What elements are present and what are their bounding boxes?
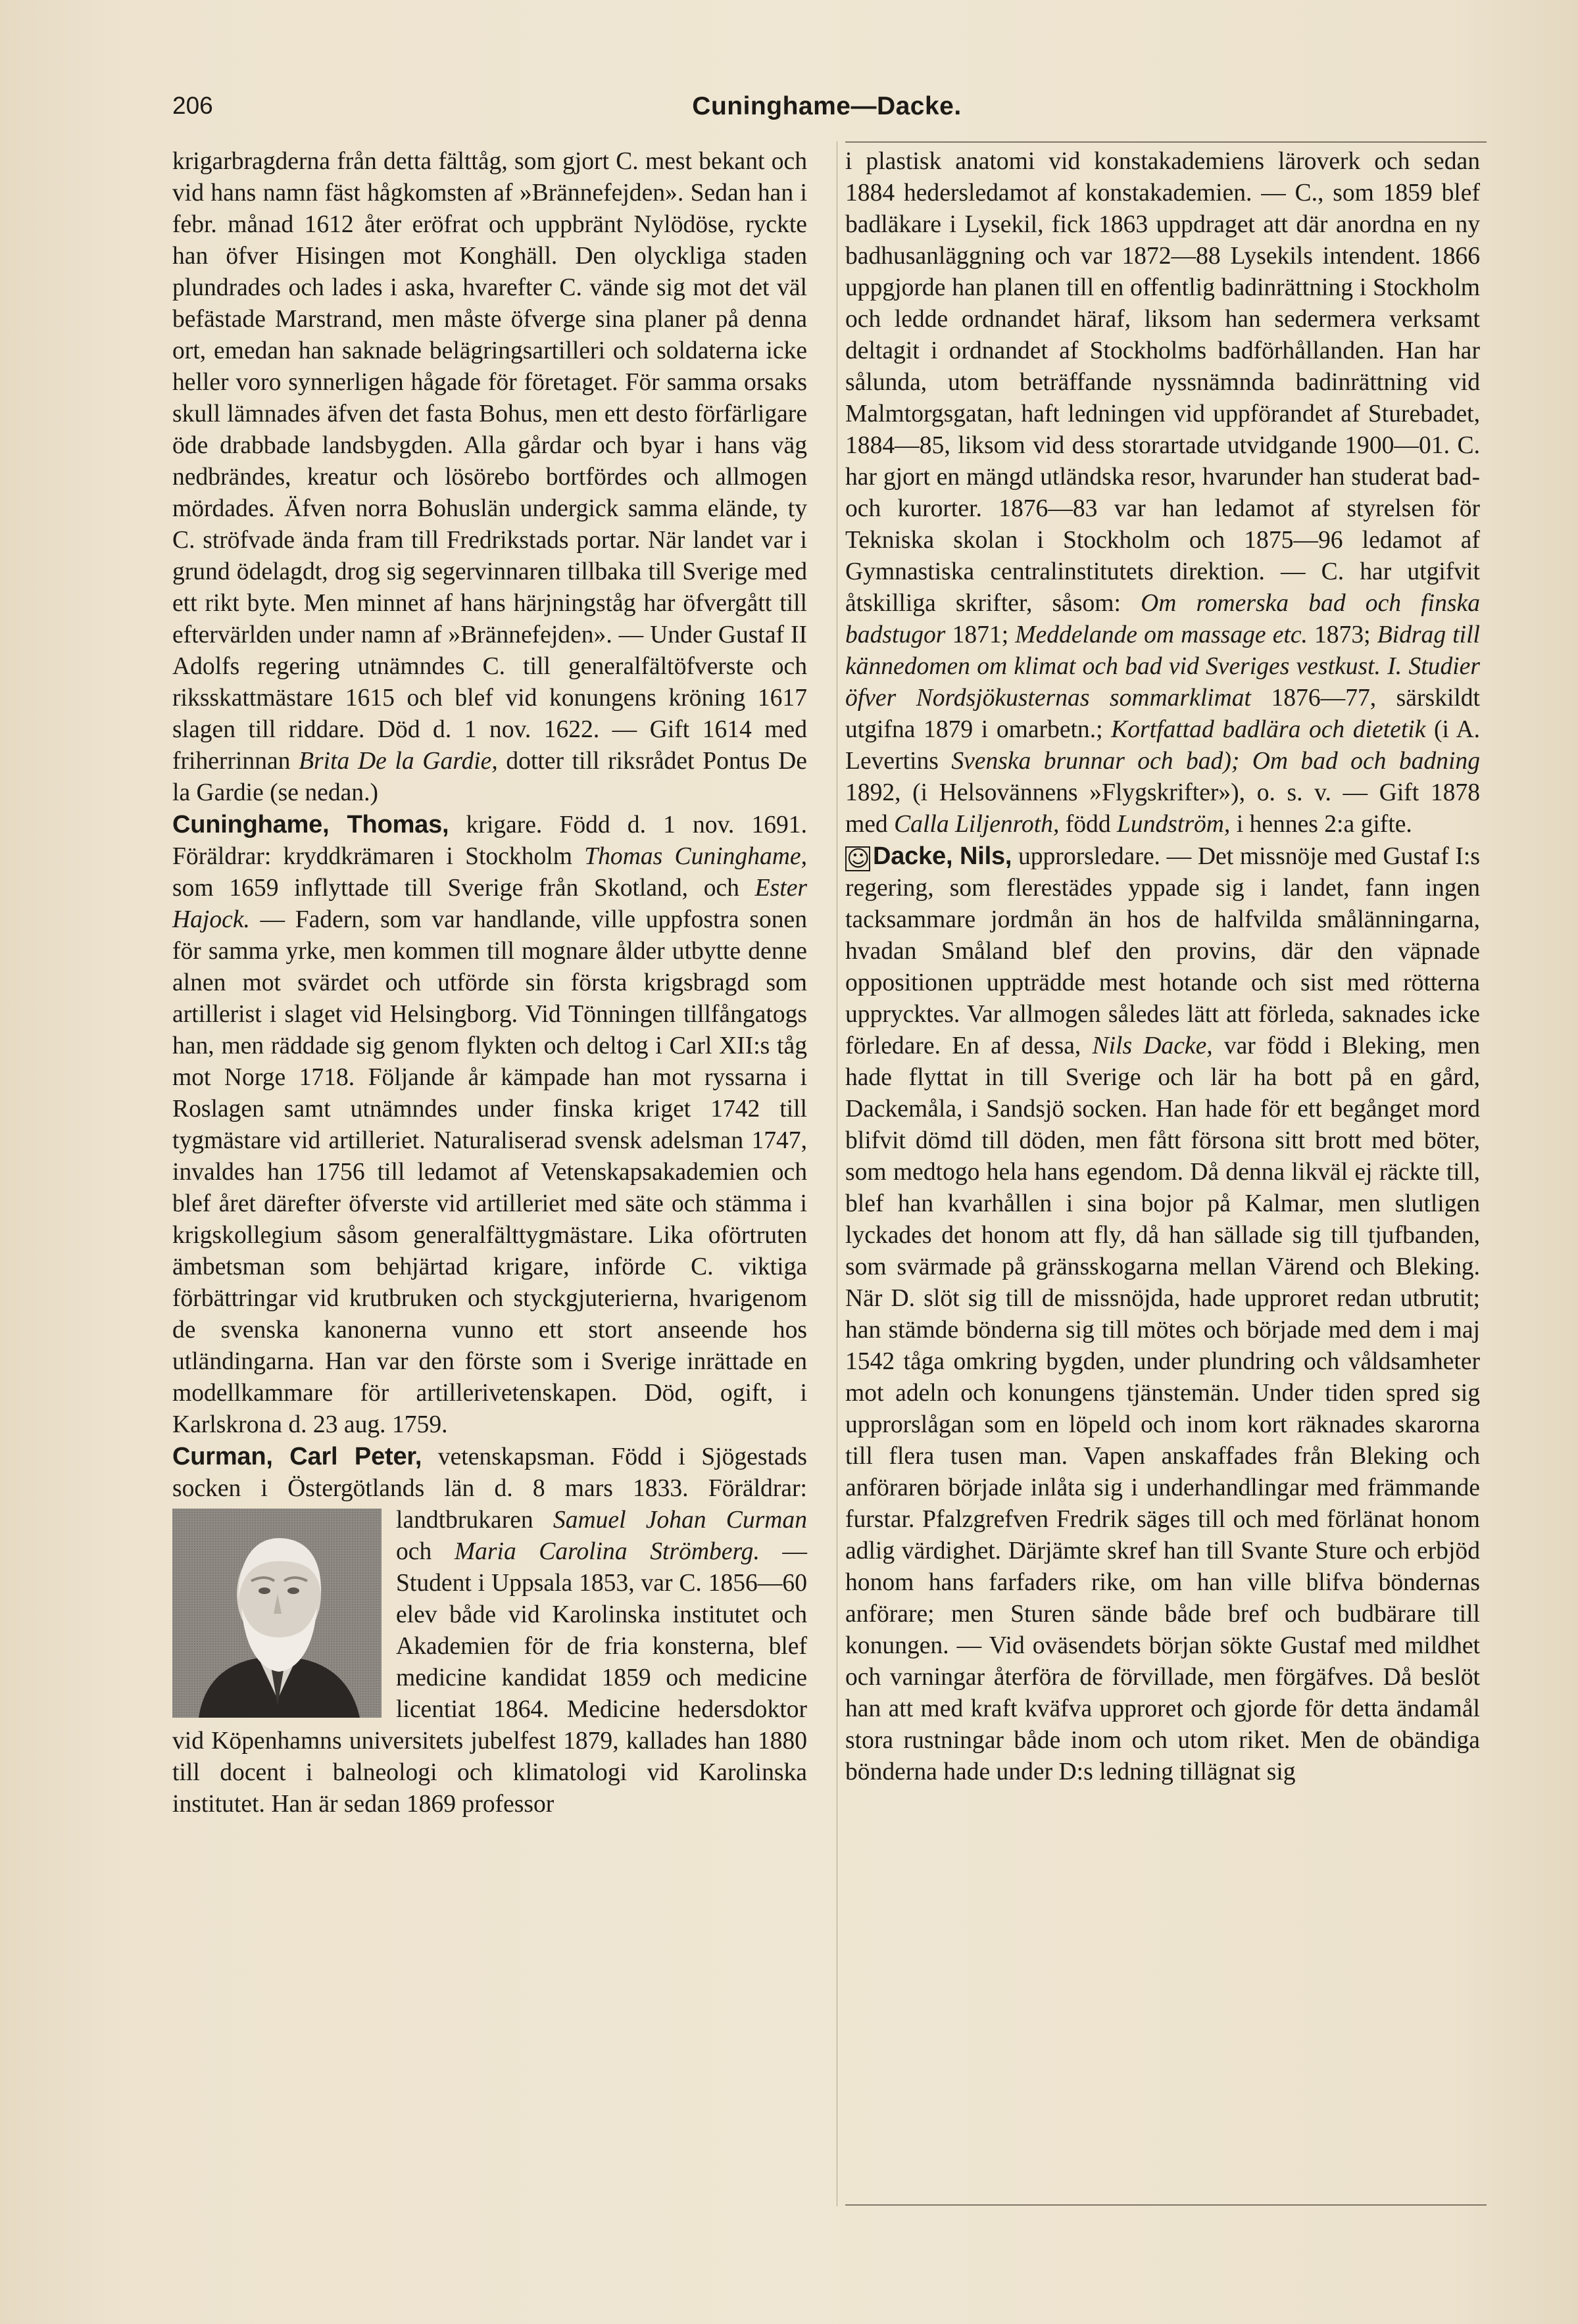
entry-headword: Dacke, Nils, [873, 842, 1012, 870]
top-rule [845, 141, 1487, 143]
work-title: Meddelande om massage etc. [1015, 621, 1308, 648]
spouse-name: Calla Liljenroth, [894, 811, 1060, 838]
entry-text: och [396, 1538, 455, 1565]
work-title: Kortfattad badlära och dietetik [1111, 716, 1426, 743]
curman-continuation [845, 146, 1480, 840]
work-title: Bidrag till kännedomen om klimat och bad vid Sveriges vestkust. I. Studier öfver Nordsjökusternas sommarklimat [845, 621, 1480, 712]
page-number: 206 [172, 92, 213, 119]
portrait-image [172, 1509, 382, 1718]
entry-text: upprorsledare. — Det missnöje med Gustaf I:s regering, som flerestädes yppade sig i landet, fann ingen tacksammare jordmån än hos de halfvilda smålänningarna, hvadan Småland blef den provins, där den väpnade oppositionen uppträdde mest hotande och sist med rötterna upprycktes. Var allmogen således lätt att förleda, saknades icke förledare. En af dessa, [845, 843, 1480, 1059]
work-title: Om romerska bad och finska badstugor [845, 590, 1480, 648]
brannefejden-paragraph [172, 146, 807, 809]
entry-text: var född i Bleking, men hade flyttat in till Sverige och lär ha bott på en gård, Dackemåla, i Sandsjö socken. Han hade för ett begånget mord blifvit dömd till döden, men fått försona sitt brott med böter, som medtogo hela hans egendom. Då denna likväl ej räckte till, blef han kvarhållen i sina bojor på Kalmar, men slutligen lyckades det honom att fly, då han sällade sig till tjufbanden, som svärmade på gränsskogarna mellan Värend och Bleking. När D. slöt sig till de missnöjda, hade upproret redan utbrutit; han stämde bönderna sig till mötes och började med dem i maj 1542 tåga omkring bygden, under plundring och våldsamheter mot adeln och konungens tjänstemän. Under tiden spred sig upprorslågan som en löpeld och inom kort räknades skarorna till flera tusen man. Vapen anskaffades från Bleking och anföraren började inlåta sig i underhandlingar med främmande furstar. Pfalzgrefven Fredrik säges till och med förlänat honom adlig värdighet. Därjämte skref han till Svante Sture och erbjöd honom hans farfaders rike, om han ville blifva böndernas anförare; men Sturen sände både bref och budbärare till konungen. — Vid oväsendets början sökte Gustaf med mildhet och varningar återföra de förvillade, men förgäfves. Då beslöt han att med kraft kväfva upproret och gjorde för detta ändamål stora rustningar både inom och utom riket. Men de obändiga bönderna hade under D:s ledning tillägnat sig [845, 1032, 1481, 1785]
paragraph-text: dotter till riksrådet Pontus De la Gardie (se nedan.) [172, 748, 807, 806]
entry-curman [172, 1441, 807, 1820]
entry-text: 1876—77, särskildt utgifna 1879 i omarbetn.; [845, 685, 1481, 743]
entry-headword: Curman, Carl Peter, [172, 1443, 422, 1470]
entry-text [1239, 748, 1252, 775]
page-header [172, 92, 1481, 132]
spouse-maiden-name: Lundström, [1117, 811, 1231, 838]
left-column [172, 146, 807, 1820]
entry-text: (i A. Levertins [845, 716, 1481, 775]
portrait-symbol-icon: ☺ [847, 846, 870, 872]
work-title: Om bad och badning [1252, 748, 1480, 775]
entry-text: född [1059, 811, 1118, 838]
paragraph-text: krigarbragderna från detta fälttåg, som gjort C. mest bekant och vid hans namn fäst hågkomsten af »Brännefejden». Sedan han i febr. månad 1612 åter eröfrat och uppbränt Nylödöse, ryckte han öfver Hisingen mot Konghäll. Den olyckliga staden plundrades och lades i aska, hvarefter C. vände sig mot det väl befästade Marstrand, men måste öfverge sina planer på denna ort, emedan han saknade belägringsartilleri och soldaterna icke heller voro synnerligen hågade för företaget. För samma orsaks skull lämnades äfven det fasta Bohus, men ett desto förfärligare öde drabbade landsbygden. Alla gårdar och byar i hans väg nedbrändes, kreatur och lösörebo bortfördes och allmogen mördades. Äfven norra Bohuslän undergick samma elände, ty C. ströfvade ända fram till Fredrikstads portar. När landet var i grund ödelagdt, drog sig segervinnaren tillbaka till Sverige med ett rikt byte. Men minnet af hans härjningståg har öfvergått till eftervärlden under namn af »Brännefejden». — Under Gustaf II Adolfs regering utnämndes C. till generalfältöfverste och riksskattmästare 1615 och blef vid konungens kröning 1617 slagen till riddare. Död d. 1 nov. 1622. — Gift 1614 med friherrinnan [172, 148, 807, 775]
right-column [845, 146, 1480, 1788]
entry-text: som 1659 inflyttade till Sverige från Skotland, och [172, 875, 755, 902]
entry-cuninghame-thomas [172, 809, 807, 1441]
entry-text: 1873; [1307, 621, 1377, 648]
entry-text: i hennes 2:a gifte. [1230, 811, 1412, 838]
mother-name: Ester Hajock. [172, 875, 807, 933]
entry-text: krigare. Född d. 1 nov. 1691. Föräldrar: kryddkrämaren i Stockholm [172, 811, 807, 870]
father-name: Thomas Cuninghame, [584, 843, 807, 870]
bottom-rule [845, 2204, 1487, 2206]
entry-dacke [845, 840, 1480, 1788]
mother-name: Maria Carolina Strömberg. [454, 1538, 760, 1565]
entry-text: 1871; [945, 621, 1016, 648]
entry-text: — Student i Uppsala 1853, var C. 1856—60 elev både vid Karolinska institutet och Akademien för de fria konsterna, blef medicine kandidat 1859 och medicine licentiat 1864. Medicine hedersdoktor vid Köpenhamns universitets jubelfest 1879, kallades han 1880 till docent i balneologi och klimatologi vid Karolinska institutet. Han är sedan 1869 professor [172, 1538, 807, 1818]
entry-text: i plastisk anatomi vid konstakademiens läroverk och sedan 1884 hedersledamot af konstakademien. — C., som 1859 blef badläkare i Lysekil, fick 1863 uppdraget att där anordna en ny badhusanläggning och var 1872—88 Lysekils intendent. 1866 uppgjorde han planen till en offentlig badinrättning i Stockholm och ledde ordnandet häraf, liksom han sedermera verksamt deltagit i ordnandet af Stockholms badförhållanden. Han har sålunda, utom beträffande nyssnämnda badinrättning vid Malmtorgsgatan, haft ledningen vid uppförandet af Sturebadet, 1884—85, liksom vid dess storartade utvidgande 1900—01. C. har gjort en mängd utländska resor, hvarunder han studerat bad- och kurorter. 1876—83 var han ledamot af styrelsen för Tekniska skolan i Stockholm och 1875—96 ledamot af Gymnastiska centralinstitutets direktion. — C. har utgifvit åtskilliga skrifter, såsom: [845, 148, 1480, 617]
work-title: Svenska brunnar och bad); [951, 748, 1240, 775]
entry-text: — Fadern, som var handlande, ville uppfostra sonen för samma yrke, men kommen till mognare ålder utbytte denne alnen mot svärdet och utförde sin första krigsbragd som artillerist i slaget vid Helsingborg. Vid Tönningen tillfångatogs han, men räddade sig genom flykten och deltog i Carl XII:s tåg mot Norge 1718. Följande år kämpade han mot ryssarna i Roslagen samt utnämndes under finska kriget 1742 till tygmästare vid artilleriet. Naturaliserad svensk adelsman 1747, invaldes han 1756 till ledamot af Vetenskapsakademien och blef året därefter öfverste vid artilleriet med säte och stämma i krigskollegium såsom generalfälttygmästare. Lika oförtruten ämbetsman som behjärtad krigare, införde C. viktiga förbättringar vid krutbruken och styckgjuterierna, hvarigenom de svenska kanonerna vunno ett stort anseende hos utländingarna. Han var den förste som i Sverige inrättade en modellkammare för artillerivetenskapen. Död, ogift, i Karlskrona d. 23 aug. 1759. [172, 906, 807, 1438]
entry-headword: Cuninghame, Thomas, [172, 811, 449, 838]
entry-text: 1892, (i Helsovännens »Flygskrifter»), o. s. v. — Gift 1878 med [845, 779, 1480, 838]
father-name: Samuel Johan Curman [553, 1507, 807, 1534]
portrait-svg [172, 1509, 382, 1718]
spouse-name: Brita De la Gardie, [299, 748, 498, 775]
running-head: Cuninghame—Dacke. [692, 92, 962, 120]
person-name: Nils Dacke, [1092, 1032, 1213, 1059]
entry-text: vetenskapsman. Född i Sjögestads socken i Östergötlands län d. 8 mars 1833. Föräldrar: landtbrukaren [172, 1443, 808, 1534]
